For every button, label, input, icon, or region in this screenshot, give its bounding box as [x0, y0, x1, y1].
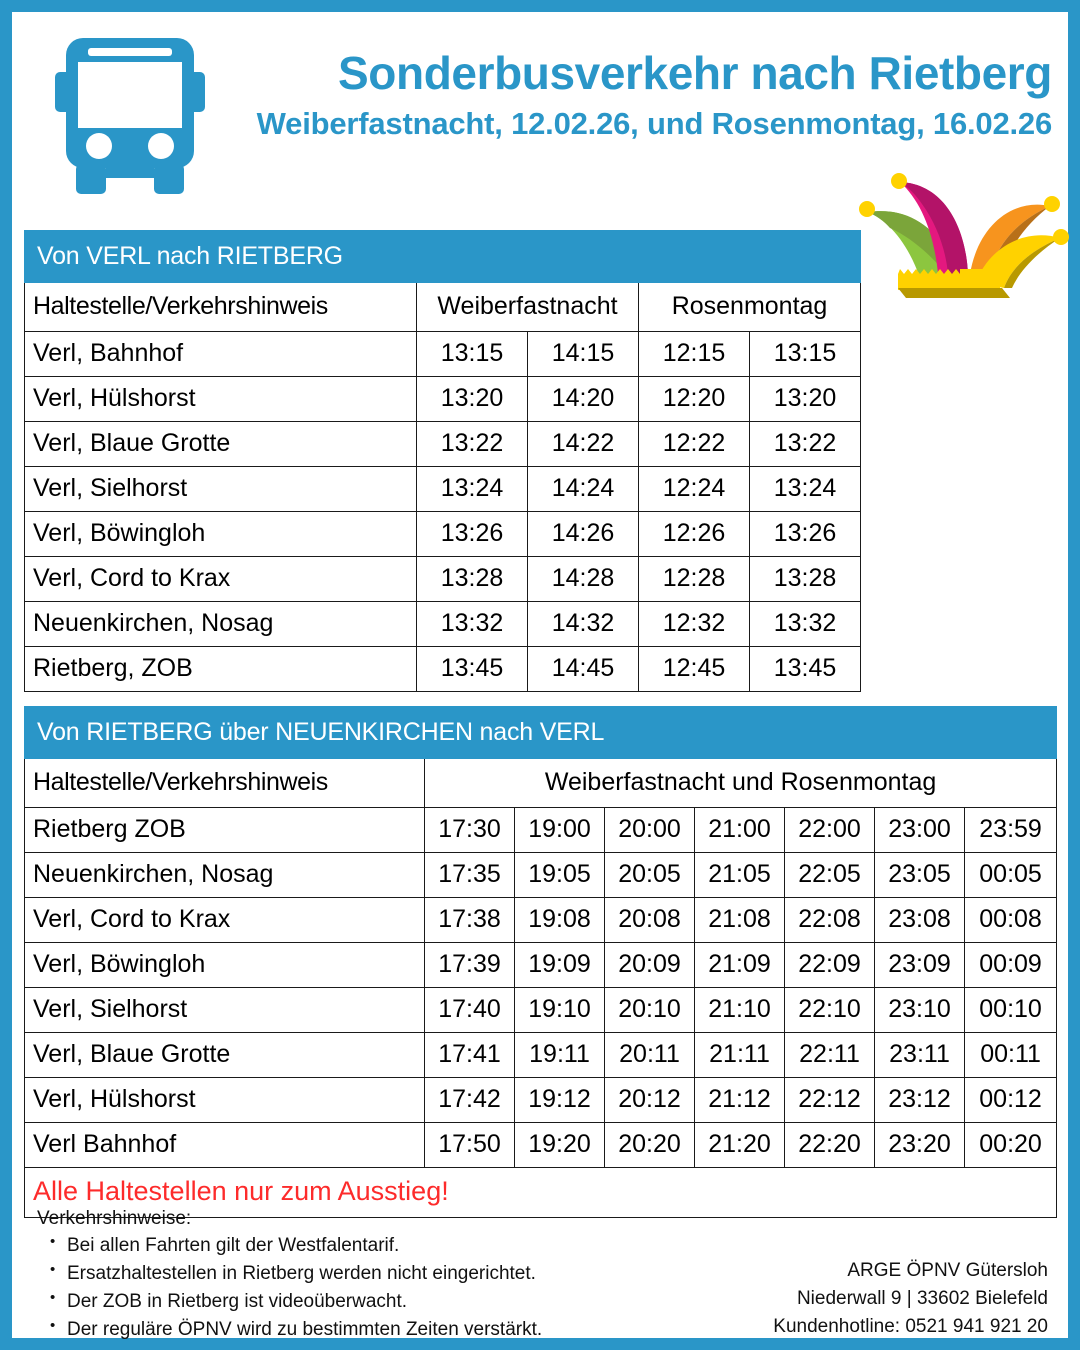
schedule-table-verl-rietberg: [24, 230, 860, 692]
departure-time-cell: 17:35: [425, 853, 515, 898]
stop-name-cell: Verl, Sielhorst: [25, 988, 425, 1033]
departure-time-cell: 21:10: [695, 988, 785, 1033]
table-row: [25, 647, 861, 692]
departure-time-cell: 22:08: [785, 898, 875, 943]
departure-time-cell: 21:11: [695, 1033, 785, 1078]
departure-time-cell: 20:08: [605, 898, 695, 943]
table-row: [25, 853, 1057, 898]
departure-time-cell: 20:20: [605, 1123, 695, 1168]
table2-stop-header: Haltestelle/Verkehrshinweis: [25, 759, 425, 808]
table1-day-header-0: Weiberfastnacht: [417, 283, 639, 332]
stop-name-cell: Verl, Blaue Grotte: [25, 422, 417, 467]
stop-name-cell: Verl, Hülshorst: [25, 377, 417, 422]
departure-time-cell: 13:45: [417, 647, 528, 692]
departure-time-cell: 00:10: [965, 988, 1057, 1033]
stop-name-cell: Verl, Böwingloh: [25, 512, 417, 557]
departure-time-cell: 13:22: [750, 422, 861, 467]
departure-time-cell: 23:59: [965, 808, 1057, 853]
departure-time-cell: 20:00: [605, 808, 695, 853]
departure-time-cell: 13:32: [417, 602, 528, 647]
operator-contact: [618, 1257, 1048, 1341]
departure-time-cell: 17:30: [425, 808, 515, 853]
departure-time-cell: 20:09: [605, 943, 695, 988]
departure-time-cell: 14:20: [528, 377, 639, 422]
list-item: • Ersatzhaltestellen in Rietberg werden nicht eingerichtet.: [67, 1260, 657, 1288]
table-row: [25, 557, 861, 602]
traffic-notes: [37, 1208, 657, 1344]
departure-time-cell: 14:32: [528, 602, 639, 647]
departure-time-cell: 00:12: [965, 1078, 1057, 1123]
departure-time-cell: 13:26: [417, 512, 528, 557]
departure-time-cell: 22:12: [785, 1078, 875, 1123]
departure-time-cell: 19:20: [515, 1123, 605, 1168]
page-title: Sonderbusverkehr nach Rietberg: [338, 47, 1052, 99]
stop-name-cell: Verl, Böwingloh: [25, 943, 425, 988]
departure-time-cell: 19:05: [515, 853, 605, 898]
departure-time-cell: 21:05: [695, 853, 785, 898]
departure-time-cell: 23:00: [875, 808, 965, 853]
departure-time-cell: 13:22: [417, 422, 528, 467]
departure-time-cell: 22:05: [785, 853, 875, 898]
list-item: • Bei allen Fahrten gilt der Westfalentarif.: [67, 1232, 657, 1260]
departure-time-cell: 14:45: [528, 647, 639, 692]
departure-time-cell: 22:00: [785, 808, 875, 853]
jester-hat-icon: [850, 170, 1070, 300]
stop-name-cell: Verl, Blaue Grotte: [25, 1033, 425, 1078]
poster-page: [12, 12, 1068, 1341]
departure-time-cell: 20:12: [605, 1078, 695, 1123]
table2-day-header-0: Weiberfastnacht und Rosenmontag: [425, 759, 1057, 808]
departure-time-cell: 12:24: [639, 467, 750, 512]
departure-time-cell: 13:26: [750, 512, 861, 557]
table-row: [25, 1033, 1057, 1078]
stop-name-cell: Verl, Sielhorst: [25, 467, 417, 512]
table-row: [25, 808, 1057, 853]
bus-front-icon: [55, 34, 205, 194]
departure-time-cell: 21:12: [695, 1078, 785, 1123]
table-row: [25, 422, 861, 467]
table-row: [25, 943, 1057, 988]
departure-time-cell: 14:28: [528, 557, 639, 602]
departure-time-cell: 13:24: [750, 467, 861, 512]
page-subtitle: Weiberfastnacht, 12.02.26, und Rosenmontag, 16.02.26: [256, 105, 1052, 141]
departure-time-cell: 17:41: [425, 1033, 515, 1078]
table-row: [25, 467, 861, 512]
departure-time-cell: 14:22: [528, 422, 639, 467]
stop-name-cell: Verl Bahnhof: [25, 1123, 425, 1168]
table-row: [25, 1123, 1057, 1168]
table1-stop-header: Haltestelle/Verkehrshinweis: [25, 283, 417, 332]
table-row: [25, 602, 861, 647]
departure-time-cell: 20:11: [605, 1033, 695, 1078]
departure-time-cell: 13:28: [417, 557, 528, 602]
departure-time-cell: 12:45: [639, 647, 750, 692]
departure-time-cell: 17:40: [425, 988, 515, 1033]
departure-time-cell: 14:24: [528, 467, 639, 512]
departure-time-cell: 21:09: [695, 943, 785, 988]
table-row: [25, 898, 1057, 943]
departure-time-cell: 12:28: [639, 557, 750, 602]
poster-header: [12, 12, 1068, 212]
departure-time-cell: 17:38: [425, 898, 515, 943]
departure-time-cell: 13:28: [750, 557, 861, 602]
departure-time-cell: 13:24: [417, 467, 528, 512]
stop-name-cell: Verl, Cord to Krax: [25, 557, 417, 602]
departure-time-cell: 19:11: [515, 1033, 605, 1078]
departure-time-cell: 19:10: [515, 988, 605, 1033]
stop-name-cell: Rietberg ZOB: [25, 808, 425, 853]
departure-time-cell: 19:12: [515, 1078, 605, 1123]
table1-day-header-1: Rosenmontag: [639, 283, 861, 332]
table-row: [25, 512, 861, 557]
departure-time-cell: 17:50: [425, 1123, 515, 1168]
departure-time-cell: 23:09: [875, 943, 965, 988]
stop-name-cell: Neuenkirchen, Nosag: [25, 853, 425, 898]
departure-time-cell: 14:15: [528, 332, 639, 377]
contact-line: Kundenhotline: 0521 941 921 20: [773, 1316, 1048, 1338]
departure-time-cell: 23:12: [875, 1078, 965, 1123]
table-row: [25, 332, 861, 377]
departure-time-cell: 12:15: [639, 332, 750, 377]
departure-time-cell: 00:09: [965, 943, 1057, 988]
departure-time-cell: 21:20: [695, 1123, 785, 1168]
stop-name-cell: Verl, Hülshorst: [25, 1078, 425, 1123]
departure-time-cell: 20:10: [605, 988, 695, 1033]
departure-time-cell: 19:00: [515, 808, 605, 853]
table2-banner: Von RIETBERG über NEUENKIRCHEN nach VERL: [25, 707, 1057, 759]
departure-time-cell: 13:15: [750, 332, 861, 377]
stop-name-cell: Verl, Cord to Krax: [25, 898, 425, 943]
departure-time-cell: 23:11: [875, 1033, 965, 1078]
departure-time-cell: 22:11: [785, 1033, 875, 1078]
table-row: [25, 1078, 1057, 1123]
stop-name-cell: Verl, Bahnhof: [25, 332, 417, 377]
list-item: • Der reguläre ÖPNV wird zu bestimmten Zeiten verstärkt.: [67, 1316, 657, 1344]
table1-banner: Von VERL nach RIETBERG: [25, 231, 861, 283]
departure-time-cell: 13:15: [417, 332, 528, 377]
departure-time-cell: 12:20: [639, 377, 750, 422]
departure-time-cell: 19:08: [515, 898, 605, 943]
departure-time-cell: 13:45: [750, 647, 861, 692]
traffic-notes-list: [37, 1232, 657, 1344]
departure-time-cell: 13:20: [750, 377, 861, 422]
departure-time-cell: 00:20: [965, 1123, 1057, 1168]
departure-time-cell: 13:32: [750, 602, 861, 647]
stop-name-cell: Neuenkirchen, Nosag: [25, 602, 417, 647]
departure-time-cell: 12:32: [639, 602, 750, 647]
poster-footer: [24, 1208, 1056, 1341]
departure-time-cell: 19:09: [515, 943, 605, 988]
table-row: [25, 988, 1057, 1033]
table2-notice: Alle Haltestellen nur zum Ausstieg!: [25, 1168, 1057, 1218]
title-block: [202, 48, 1052, 141]
departure-time-cell: 21:08: [695, 898, 785, 943]
departure-time-cell: 12:26: [639, 512, 750, 557]
contact-line: Niederwall 9 | 33602 Bielefeld: [796, 1288, 1048, 1310]
departure-time-cell: 20:05: [605, 853, 695, 898]
departure-time-cell: 00:11: [965, 1033, 1057, 1078]
departure-time-cell: 13:20: [417, 377, 528, 422]
departure-time-cell: 12:22: [639, 422, 750, 467]
departure-time-cell: 00:08: [965, 898, 1057, 943]
list-item: • Der ZOB in Rietberg ist videoüberwacht.: [67, 1288, 657, 1316]
departure-time-cell: 23:10: [875, 988, 965, 1033]
departure-time-cell: 22:09: [785, 943, 875, 988]
departure-time-cell: 21:00: [695, 808, 785, 853]
departure-time-cell: 17:42: [425, 1078, 515, 1123]
departure-time-cell: 00:05: [965, 853, 1057, 898]
departure-time-cell: 17:39: [425, 943, 515, 988]
departure-time-cell: 14:26: [528, 512, 639, 557]
stop-name-cell: Rietberg, ZOB: [25, 647, 417, 692]
schedule-table-rietberg-verl: [24, 706, 1056, 1218]
departure-time-cell: 22:10: [785, 988, 875, 1033]
departure-time-cell: 22:20: [785, 1123, 875, 1168]
traffic-notes-title: Verkehrshinweise:: [37, 1208, 192, 1229]
table-row: [25, 377, 861, 422]
contact-line: ARGE ÖPNV Gütersloh: [847, 1260, 1048, 1281]
departure-time-cell: 23:05: [875, 853, 965, 898]
departure-time-cell: 23:20: [875, 1123, 965, 1168]
departure-time-cell: 23:08: [875, 898, 965, 943]
